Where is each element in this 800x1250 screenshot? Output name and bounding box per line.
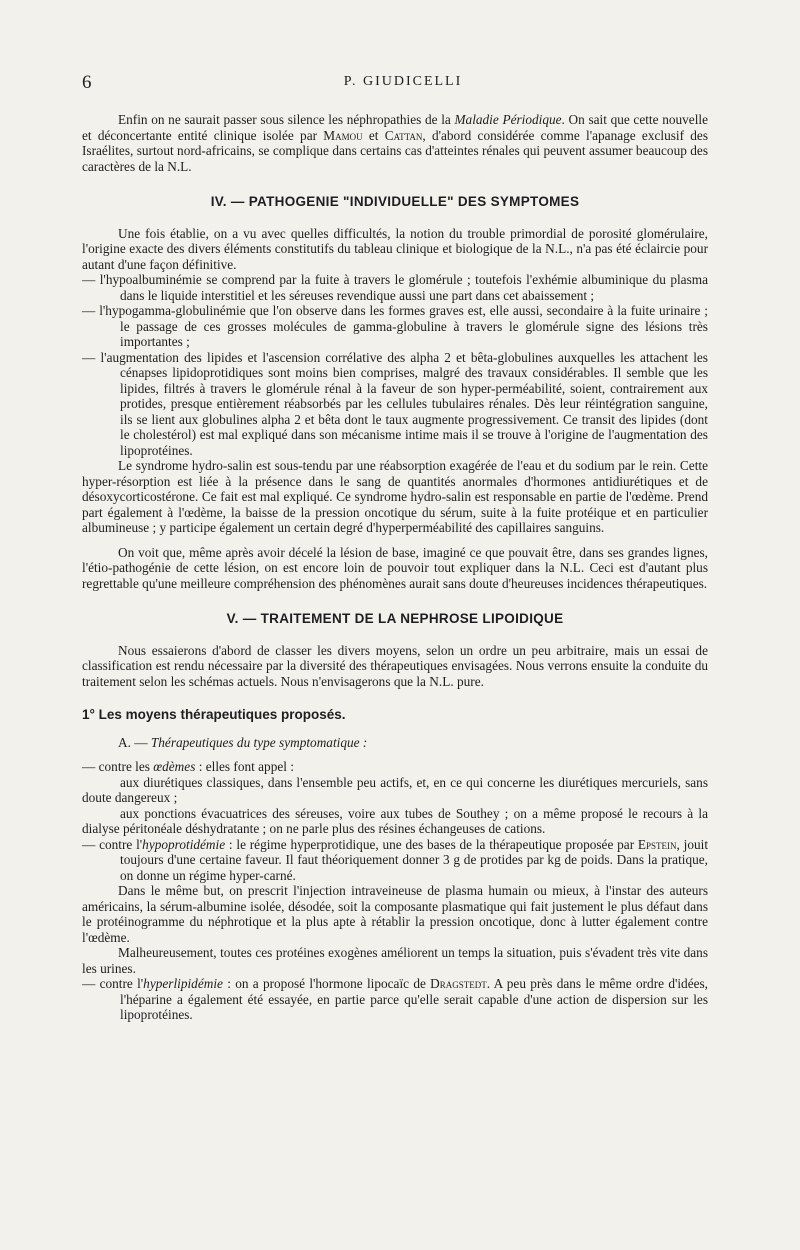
author-name: Epstein	[637, 836, 677, 852]
author-name: Dragstedt	[430, 976, 487, 991]
paragraph: Le syndrome hydro-salin est sous-tendu par une réabsorption exagérée de l'eau et du sodium par le rein. Cette hyper-résorption est liée à la présence dans le sang de quantités anormales d'hormones antidiurétiques et de désoxycorticostérone. Ce fait est mal expliqué. Ce syndrome hydro-salin est responsable en partie de l'œdème. Prend part également à l'œdème, la baisse de la pression oncotique du sérum, suite à la fuite protéique et en particulier albumineuse ; y participe également un certain degré d'hyperperméabilité des capillaires sanguins.	[82, 458, 708, 535]
paragraph: aux ponctions évacuatrices des séreuses, voire aux tubes de Southey ; on a même proposé le recours à la dialyse péritonéale déshydratante ; on ne parle plus des résines échangeuses de cations.	[82, 805, 708, 836]
body-text	[82, 112, 708, 1023]
intro-paragraph: Enfin on ne saurait passer sous silence les néphropathies de la Maladie Périodique. On sait que cette nouvelle et déconcertante entité clinique isolée par Mamou et Cattan, d'abord considérée comme l'apanage exclusif des Israélites, surtout nord-africains, se complique dans certains cas d'atteintes rénales qui peuvent assumer beaucoup des caractères de la N.L.	[82, 112, 708, 174]
emphasis-maladie: Maladie Périodique	[454, 112, 562, 127]
list-item: — l'hypogamma-globulinémie que l'on observe dans les formes graves est, elle aussi, secondaire à la fuite urinaire ; le passage de ces grosses molécules de gamma-globuline à travers le glomérule signe des lésions très importantes ;	[82, 303, 708, 349]
paragraph: Une fois établie, on a vu avec quelles difficultés, la notion du trouble primordial de porosité glomérulaire, l'origine exacte des divers éléments constitutifs du tableau clinique et biologique de la N.L., n'a pas été éclaircie pour autant d'une façon définitive.	[82, 225, 708, 272]
subsection-a-title: A. — Thérapeutiques du type symptomatique :	[118, 734, 368, 750]
paragraph: Nous essaierons d'abord de classer les divers moyens, selon un ordre un peu arbitraire, mais un essai de classification est rendu nécessaire par la diversité des thérapeutiques envisagées. Nous verrons ensuite la conduite du traitement selon les schémas actuels. Nous n'envisagerons que la N.L. pure.	[82, 642, 708, 689]
list-item: — l'hypoalbuminémie se comprend par la fuite à travers le glomérule ; toutefois l'exhémie albuminique du plasma dans le liquide interstitiel et les séreuses revendique aussi une part dans cet abaissement ;	[82, 272, 708, 303]
paragraph: aux diurétiques classiques, dans l'ensemble peu actifs, et, en ce qui concerne les diurétiques mercuriels, sans doute dangereux ;	[82, 774, 708, 805]
author-name: Cattan	[384, 127, 423, 143]
author-name: Mamou	[323, 127, 363, 143]
list-item-hypoprotidemie: — contre l'hypoprotidémie : le régime hyperprotidique, une des bases de la thérapeutique proposée par Epstein, jouit toujours d'une certaine faveur. Il faut théoriquement donner 3 g de protides par kg de poids. Dans la pratique, on donne un régime hyper-carné.	[82, 836, 709, 883]
paragraph: Dans le même but, on prescrit l'injection intraveineuse de plasma humain ou mieux, à l'instar des auteurs américains, la sérum-albumine isolée, désodée, soit la composante plasmatique qui fait justement le plus défaut dans le protéinogramme du néphrotique et la plus apte à rétablir la pression oncotique, donc à lutter également contre l'œdème.	[82, 883, 708, 945]
subsection-heading: 1° Les moyens thérapeutiques proposés.	[82, 707, 346, 722]
running-head: P. GIUDICELLI	[343, 74, 463, 89]
paragraph: On voit que, même après avoir décelé la lésion de base, imaginé ce que pouvait être, dans ses grandes lignes, l'étio-pathogénie de cette lésion, on est encore loin de pouvoir tout expliquer dans la N.L. Ceci est d'autant plus regrettable qu'une meilleure compréhension des phénomènes aurait sans doute d'heureuses incidences thérapeutiques.	[82, 544, 708, 591]
paragraph: Malheureusement, toutes ces protéines exogènes améliorent un temps la situation, puis s'évadent très vite dans les urines.	[82, 945, 708, 976]
section-heading-v: V. — TRAITEMENT DE LA NEPHROSE LIPOIDIQUE	[226, 611, 564, 626]
list-item: — l'augmentation des lipides et l'ascension corrélative des alpha 2 et bêta-globulines auxquelles les attachent les cénapses lipidoprotidiques sont moins bien comprises, malgré des travaux considérables. Il semble que les lipides, filtrés à travers le glomérule rénal à la faveur de son hyper-perméabilité, soient, contrairement aux protides, presque entièrement réabsorbés par les cellules tubulaires rénales. Dès leur réintégration sanguine, ils se lient aux globulines alpha 2 et bêta dont le taux augmente progressivement. Ce transit des lipides (dont le cholestérol) est mal expliqué dans son mécanisme intime mais il se trouve à l'origine de l'augmentation des lipoprotéines.	[82, 349, 708, 458]
page-header	[82, 72, 724, 96]
list-item-oedemes: — contre les œdèmes : elles font appel :	[82, 759, 294, 774]
page-number: 6	[82, 72, 92, 93]
section-heading-iv: IV. — PATHOGENIE "INDIVIDUELLE" DES SYMPTOMES	[210, 194, 580, 209]
list-item-hyperlipidemie: — contre l'hyperlipidémie : on a proposé l'hormone lipocaïc de Dragstedt. A peu près dans le même ordre d'idées, l'héparine a également été essayée, en partie parce qu'elle serait capable d'une action de dispersion sur les lipoprotéines.	[82, 976, 709, 1022]
